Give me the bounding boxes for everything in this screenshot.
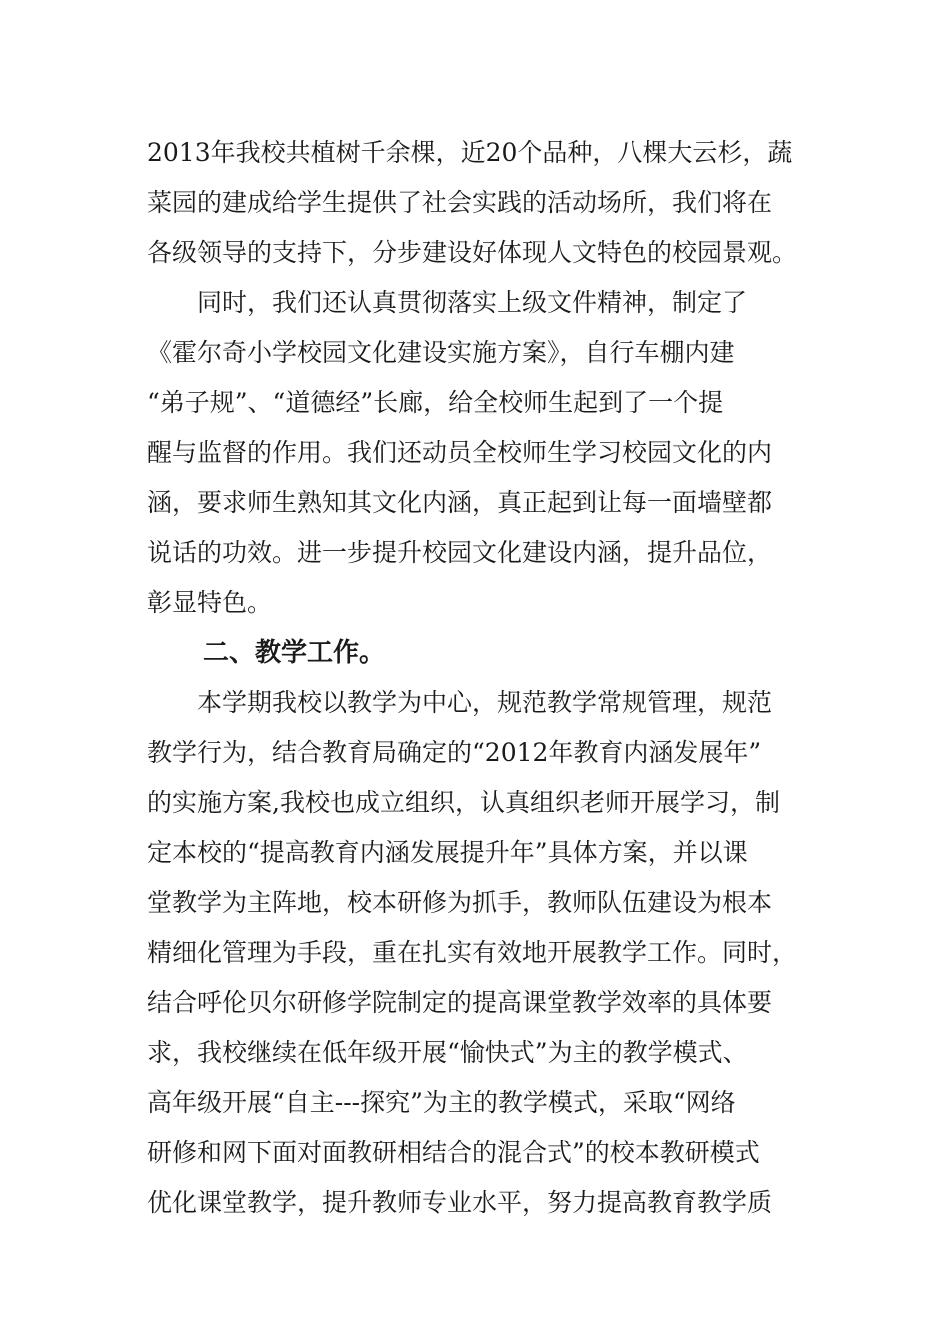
text-line: 2013年我校共植树千余棵，近20个品种，八棵大云杉，蔬 [147,138,793,167]
paragraph-culture-plan [147,278,812,628]
paragraph-teaching-work [147,678,812,1228]
text-line: 研修和网下面对面教研相结合的混合式”的校本教研模式 [147,1138,760,1167]
text-line: 精细化管理为手段，重在扎实有效地开展教学工作。同时， [147,938,798,967]
text-line: 彰显特色。 [147,588,273,617]
text-line: 结合呼伦贝尔研修学院制定的提高课堂教学效率的具体要 [147,988,773,1017]
text-line: 本学期我校以教学为中心，规范教学常规管理，规范 [197,688,773,717]
text-line: 教学行为，结合教育局确定的“2012年教育内涵发展年” [147,738,762,767]
text-line: 求，我校继续在低年级开展“愉快式”为主的教学模式、 [147,1038,748,1067]
text-line: “弟子规”、“道德经”长廊，给全校师生起到了一个提 [147,388,724,417]
text-line: 优化课堂教学，提升教师专业水平，努力提高教育教学质 [147,1188,773,1217]
text-line: 的实施方案,我校也成立组织，认真组织老师开展学习，制 [147,788,780,817]
text-line: 涵，要求师生熟知其文化内涵，真正起到让每一面墙壁都 [147,488,773,517]
text-line: 说话的功效。进一步提升校园文化建设内涵，提升品位， [147,538,773,567]
text-line: 堂教学为主阵地，校本研修为抓手，教师队伍建设为根本 [147,888,773,917]
text-line: 菜园的建成给学生提供了社会实践的活动场所，我们将在 [147,188,773,217]
document-body [147,128,812,1228]
text-line: 定本校的“提高教育内涵发展提升年”具体方案，并以课 [147,838,748,867]
text-line: 醒与监督的作用。我们还动员全校师生学习校园文化的内 [147,438,773,467]
section-heading: 二、教学工作。 [203,638,386,668]
paragraph-campus-landscape [147,128,812,278]
text-line: 同时，我们还认真贯彻落实上级文件精神，制定了 [197,288,748,317]
text-line: 高年级开展“自主---探究”为主的教学模式，采取“网络 [147,1088,736,1117]
text-line: 各级领导的支持下，分步建设好体现人文特色的校园景观。 [147,238,798,267]
text-line: 《霍尔奇小学校园文化建设实施方案》，自行车棚内建 [147,338,735,367]
